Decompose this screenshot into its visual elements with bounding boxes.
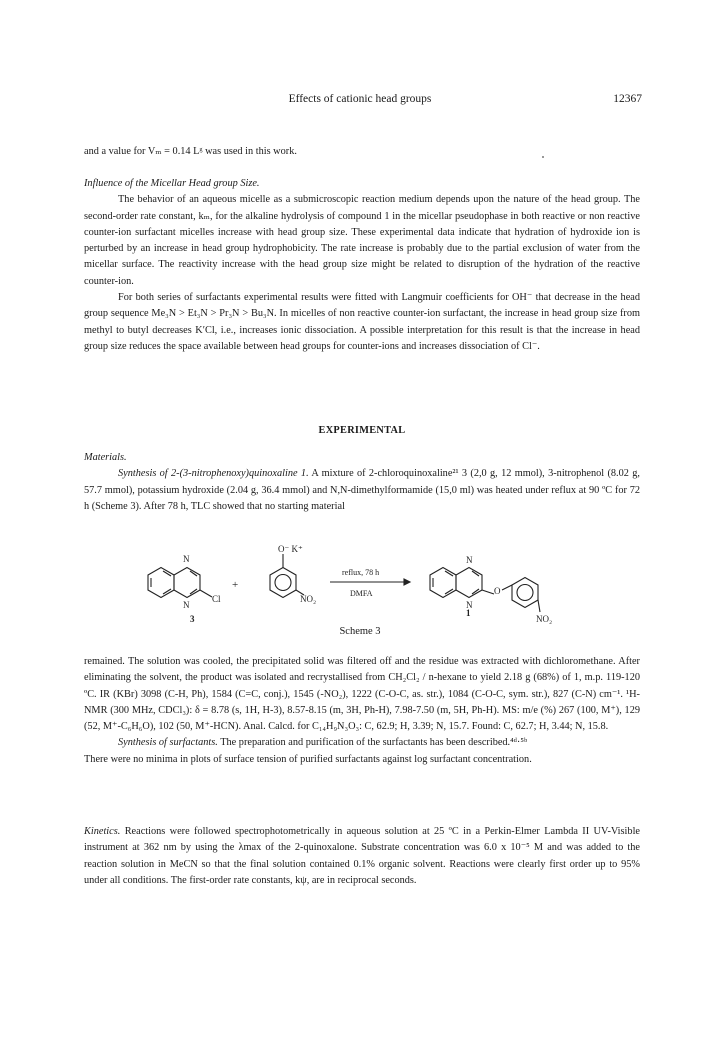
paragraph-2: For both series of surfactants experimental results were fitted with Langmuir coefficients for OH⁻ that decrease in the head group sequence Me₃N > Et₃N > Pr₃N > Bu₃N. In micelles of non reactive counter-ion surfactant, the increase in head group size from methyl to butyl decreases K′Cl, i.e., increases ionic dissociation. A possible interpretation for this result is that the increase in head group size reduces the space available between head groups for counter-ions and increases dissociation of Cl⁻. — [84, 292, 640, 352]
running-header-title: Effects of cationic head groups — [288, 93, 432, 105]
pyrazine-ring-left — [174, 568, 200, 598]
atom-cl: Cl — [212, 594, 221, 604]
surface-tension-line: There were no minima in plots of surface tension of purified surfactants against log surfactant concentration. — [84, 753, 532, 765]
pyrazine-ring-right — [456, 568, 482, 598]
section-head-group — [84, 176, 640, 355]
nitrophenyl-ring — [512, 578, 538, 608]
after-scheme-block — [84, 654, 640, 768]
reagent-bottom: DMFA — [350, 589, 373, 598]
surfactants-text: The preparation and purification of the surfactants has been described.⁴ᵈ·⁵ᵇ — [220, 737, 528, 749]
nitro-left: NO₂ — [300, 594, 317, 604]
experimental-heading: EXPERIMENTAL — [318, 425, 406, 436]
atom-o: O — [494, 586, 501, 596]
compound-1-label: 1 — [466, 608, 471, 618]
synthesis-paragraph — [84, 466, 640, 515]
page-number: 12367 — [613, 93, 642, 105]
compound-3-label: 3 — [190, 614, 195, 624]
nitro-right: NO₂ — [536, 614, 553, 624]
benzene-ring-left — [148, 568, 174, 598]
atom-n-top-left: N — [183, 554, 190, 564]
synthesis-text: A mixture of 2-chloroquinoxaline²¹ 3 (2,0 g, 12 mmol), 3-nitrophenol (8.02 g, 57.7 mmol), potassium hydroxide (2.04 g, 36.4 mmol) and N,N-dimethylformamide (15,0 ml) was heated under reflux at 90 ºC for 72 h (Scheme 3). After 78 h, TLC showed that no starting material — [84, 468, 640, 512]
section-heading: Influence of the Micellar Head group Size. — [84, 178, 260, 189]
phenolate-ring — [270, 568, 296, 598]
atom-n-bottom-right: N — [466, 600, 473, 610]
surfactants-title: Synthesis of surfactants. — [118, 737, 218, 749]
paragraph-1: The behavior of an aqueous micelle as a submicroscopic reaction medium depends upon the nature of the head group. The second-order rate constant, kₘ, for the alkaline hydrolysis of compound 1 in the micellar pseudophase in both reactive or non reactive counter-ion surfactant micelles increase with head group size. These experimental data indicate that hydration of hydroxide ion is perturbed by an increase in head group hydrophobicity. The rate increase is probably due to the partial exclusion of water from the micellar surface. The reactivity increase with the head group size might be related to disruption of the hydration of the reactive counter-ion. — [84, 194, 640, 287]
phenolate-label: O⁻ K⁺ — [278, 544, 303, 554]
atom-n-bottom-left: N — [183, 600, 190, 610]
scheme-caption: Scheme 3 — [339, 626, 381, 637]
workup-paragraph: remained. The solution was cooled, the precipitated solid was filtered off and the residue was extracted with dichloromethane. After eliminating the solvent, the product was isolated and recrystallised from CH₂Cl₂ / n-hexane to yield 2.18 g (68%) of 1, m.p. 119-120 ºC. IR (KBr) 3098 (C-H, Ph), 1584 (C=C, conj.), 1545 (-NO₂), 1222 (C-O-C, as. str.), 1084 (C-O-C, sym. str.), 827 (C-N) cm⁻¹. ¹H-NMR (300 MHz, CDCl₃): δ = 8.78 (s, 1H, H-3), 8.57-8.15 (m, 3H, Ph-H), 7.98-7.50 (m, 5H, Ph-H). MS: m/e (%) 267 (100, M⁺), 129 (52, M⁺-C₆H₆O), 102 (50, M⁺-HCN). Anal. Calcd. for C₁₄H₉N₃O₃: C, 62.9; H, 3.39; N, 15.7. Found: C, 62.7; H, 3.44; N, 15.8. — [84, 656, 640, 733]
reagent-top: reflux, 78 h — [342, 568, 380, 577]
plus-sign: + — [232, 579, 239, 591]
materials-block — [84, 450, 640, 515]
surfactant-paragraph — [84, 735, 640, 751]
benzene-ring-right — [430, 568, 456, 598]
kinetics-paragraph — [84, 824, 640, 889]
atom-n-top-right: N — [466, 555, 473, 565]
kinetics-block — [84, 824, 640, 889]
kinetics-title: Kinetics. — [84, 826, 121, 837]
synthesis-title: Synthesis of 2-(3-nitrophenoxy)quinoxaline 1. — [118, 468, 309, 480]
kinetics-text: Reactions were followed spectrophotometrically in aqueous solution at 25 ºC in a Perkin-Elmer Lambda II UV-Visible instrument at 362 nm by using the λmax of the 2-quinoxalone. Substrate concentration was 6.0 x 10⁻⁵ M and was added to the reaction solution in MeCN so that the final solution contained 0.1% organic solvent. Reactions were clearly first order up to 95% under all conditions. The first-order rate constants, kψ, are in reciprocal seconds. — [84, 826, 640, 886]
intro-text: and a value for Vₘ = 0.14 Lᵍ was used in this work. — [84, 146, 297, 157]
scan-speck — [542, 156, 544, 158]
intro-line — [84, 144, 640, 160]
materials-heading: Materials. — [84, 452, 127, 463]
